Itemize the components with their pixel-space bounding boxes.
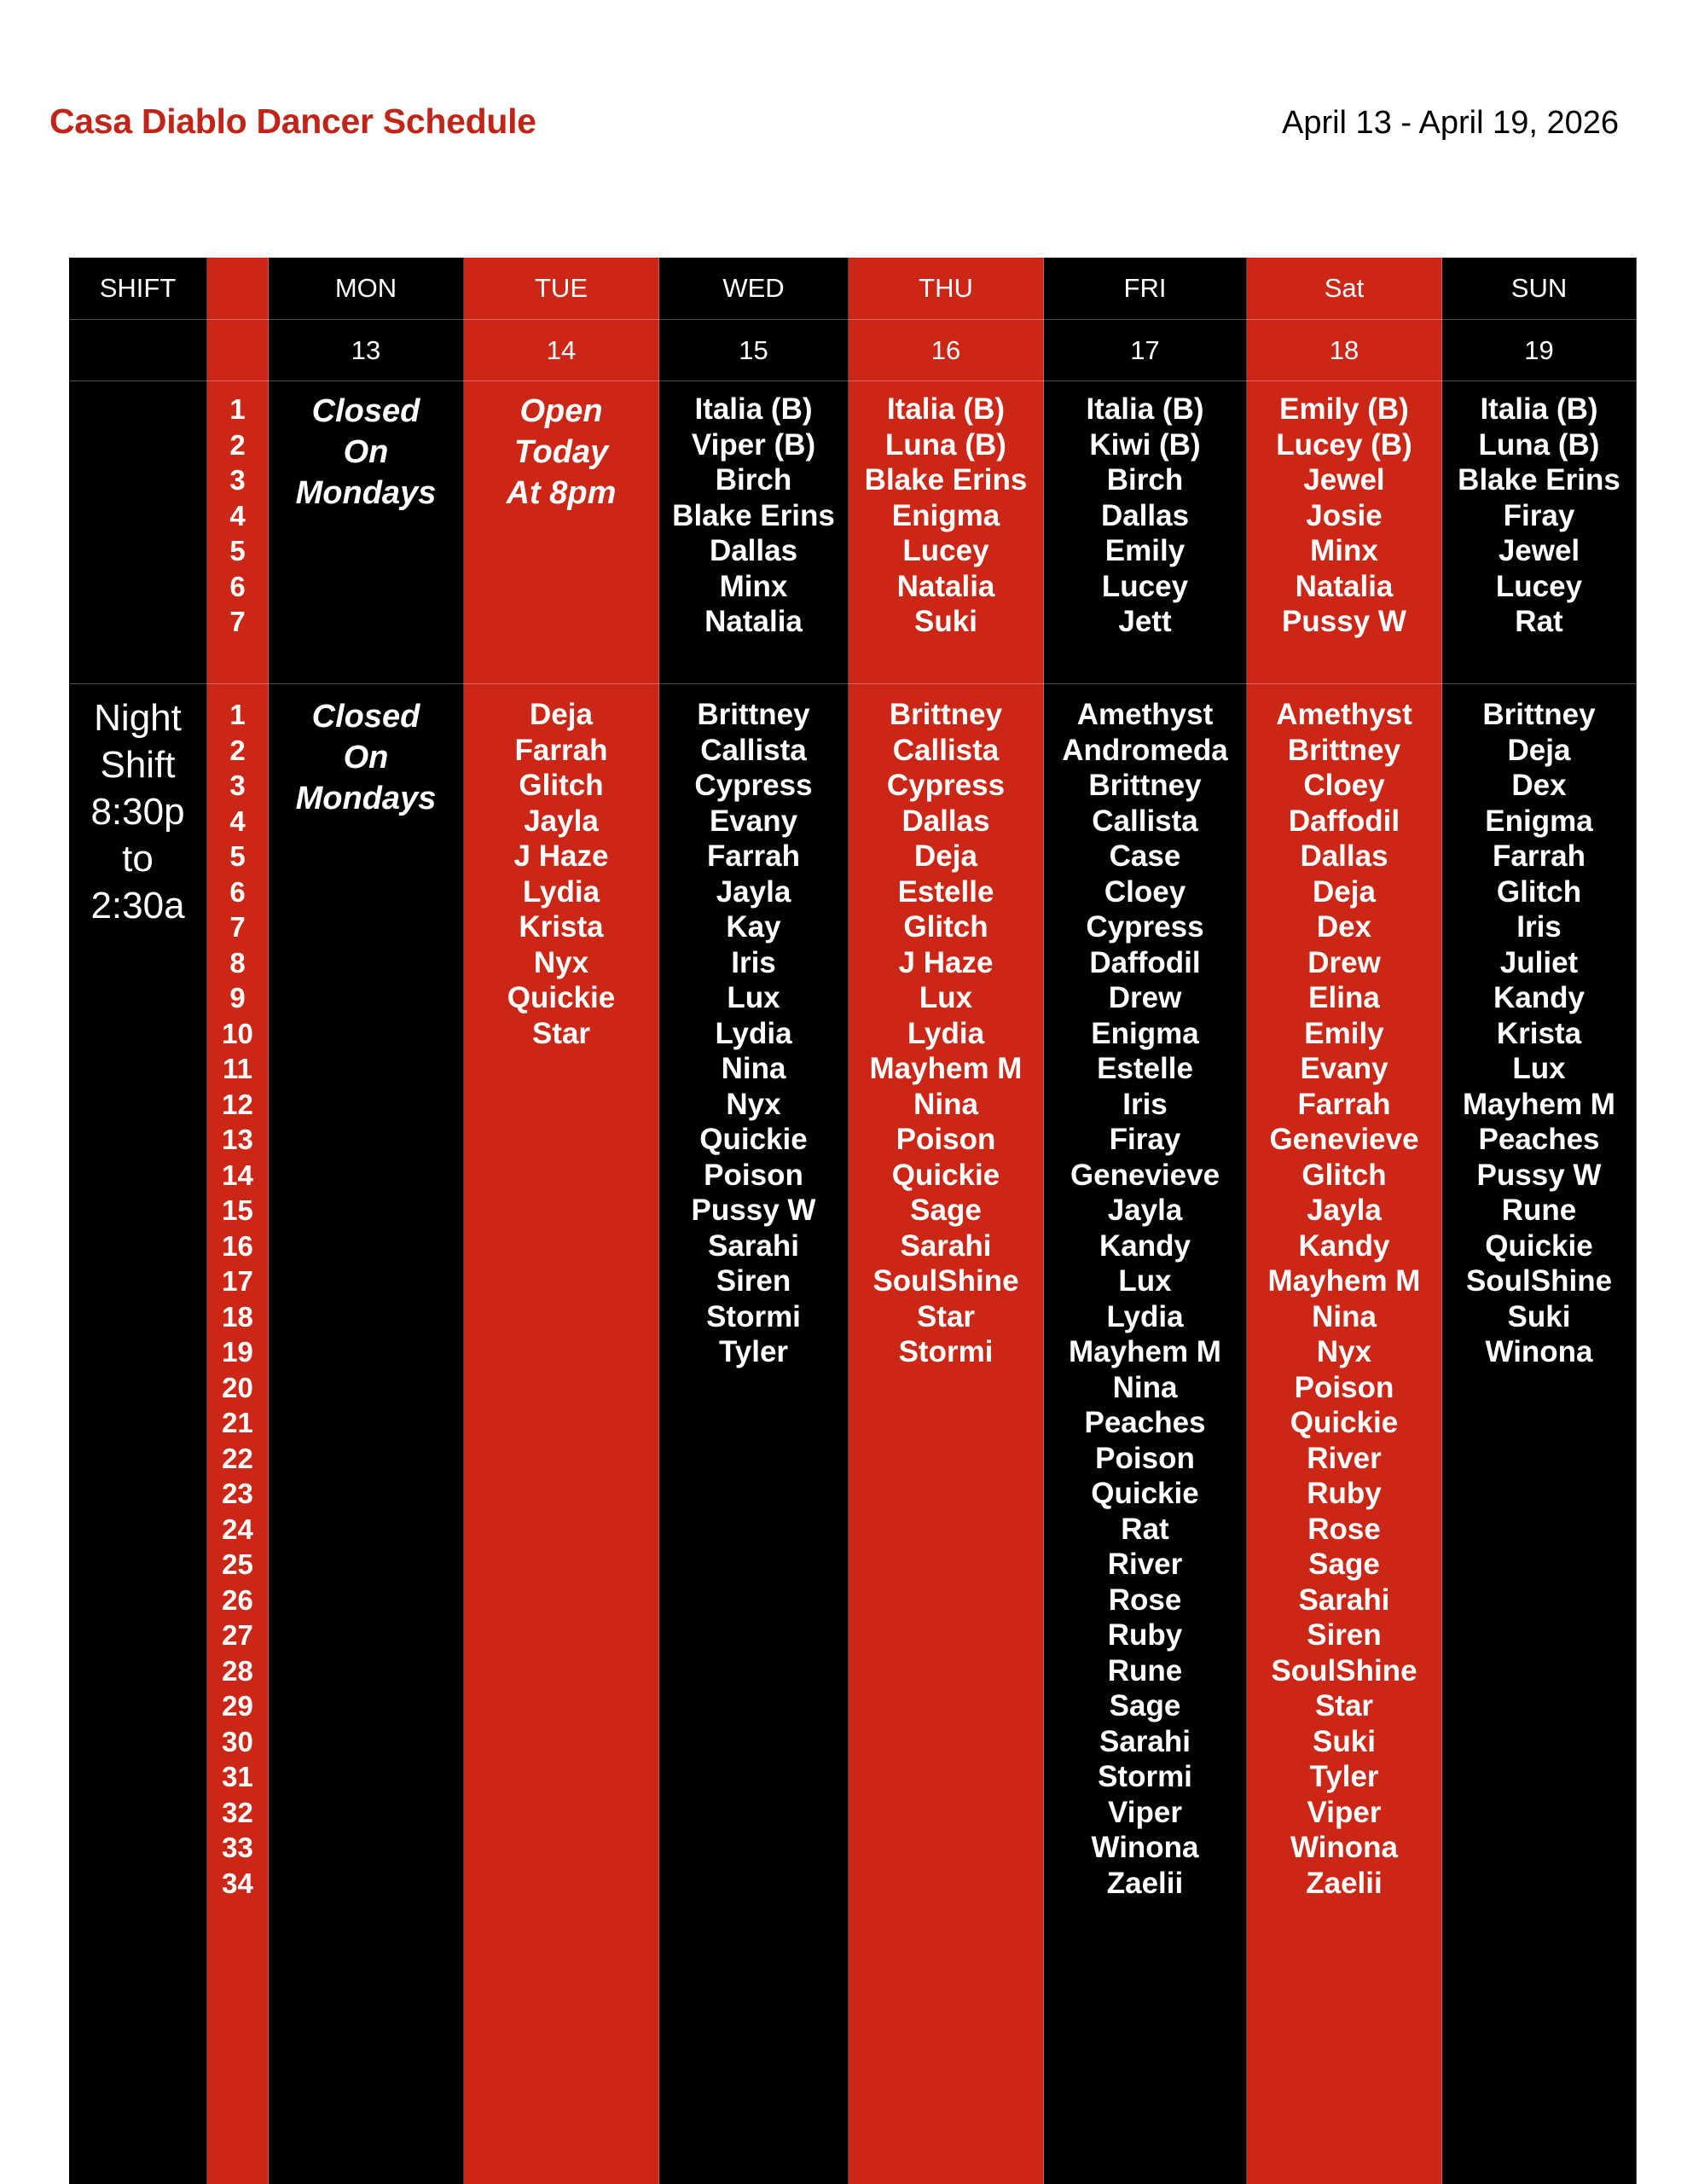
dancer-name: Zaelii bbox=[1306, 1866, 1383, 1900]
day-header: TUE bbox=[535, 273, 588, 303]
slot-number: 7 bbox=[229, 606, 246, 637]
dancer-name: Nina bbox=[1112, 1370, 1178, 1404]
dancer-name: Quickie bbox=[1091, 1477, 1199, 1510]
dancer-name: Mayhem M bbox=[1069, 1335, 1221, 1368]
dancer-name: Jewel bbox=[1498, 534, 1580, 567]
dancer-name: Mayhem M bbox=[1267, 1264, 1421, 1298]
dancer-name: Lux bbox=[919, 981, 973, 1014]
slot-number: 6 bbox=[229, 570, 246, 602]
slot-number: 3 bbox=[229, 464, 246, 496]
dancer-name: Lucey bbox=[1101, 569, 1189, 603]
dancer-name: Case bbox=[1109, 839, 1181, 873]
slot-number: 30 bbox=[222, 1725, 253, 1757]
dancer-name: Callista bbox=[1092, 804, 1198, 838]
dancer-name: Lucey bbox=[1495, 569, 1583, 603]
dancer-name: Juliet bbox=[1499, 945, 1579, 979]
dancer-name: Tyler bbox=[1309, 1760, 1379, 1793]
dancer-name: Quickie bbox=[891, 1158, 1000, 1192]
dancer-name: Winona bbox=[1485, 1335, 1593, 1368]
dancer-name: Lydia bbox=[522, 874, 600, 909]
dancer-name: Luna (B) bbox=[885, 427, 1006, 462]
dancer-name: Sarahi bbox=[1298, 1583, 1390, 1617]
dancer-name: Lydia bbox=[907, 1016, 985, 1050]
slot-number: 11 bbox=[223, 1053, 252, 1084]
dancer-name: Nina bbox=[721, 1052, 786, 1085]
day-date: 18 bbox=[1329, 334, 1359, 365]
slot-number: 26 bbox=[222, 1583, 253, 1616]
day-header: THU bbox=[919, 273, 973, 303]
header-divider bbox=[69, 319, 1637, 320]
day-date: 17 bbox=[1130, 334, 1160, 365]
dancer-name: Brittney bbox=[1088, 769, 1202, 802]
slot-number: 21 bbox=[222, 1407, 253, 1438]
dancer-name: Stormi bbox=[1098, 1760, 1192, 1793]
dancer-name: Italia (B) bbox=[1480, 392, 1598, 426]
dancer-name: Kiwi (B) bbox=[1089, 427, 1201, 462]
dancer-name: Jayla bbox=[524, 804, 599, 838]
dancer-name: SoulShine bbox=[872, 1264, 1019, 1298]
dancer-name: Luna (B) bbox=[1478, 427, 1600, 462]
shift-divider bbox=[69, 683, 1637, 684]
day-header: MON bbox=[334, 273, 397, 303]
dancer-name: Sage bbox=[910, 1194, 982, 1227]
dancer-name: River bbox=[1107, 1548, 1183, 1581]
dancer-name: Genevieve bbox=[1070, 1158, 1220, 1192]
dancer-name: Blake Erins bbox=[864, 463, 1028, 497]
dancer-name: Sarahi bbox=[1099, 1724, 1191, 1758]
slot-number: 16 bbox=[222, 1229, 253, 1262]
dancer-name: Callista bbox=[700, 733, 807, 767]
dancer-name: SoulShine bbox=[1465, 1264, 1613, 1298]
dancer-name: Jayla bbox=[1307, 1194, 1382, 1227]
slot-number: 6 bbox=[229, 875, 246, 908]
dancer-name: Italia (B) bbox=[694, 392, 813, 426]
dancer-name: River bbox=[1307, 1441, 1382, 1475]
day-column-thu bbox=[849, 258, 1044, 2184]
dancer-name: Firay bbox=[1109, 1123, 1181, 1156]
dancer-name: Dallas bbox=[1100, 498, 1190, 532]
dancer-name: Birch bbox=[715, 463, 792, 497]
dancer-name: Emily (B) bbox=[1279, 392, 1409, 426]
dancer-name: Mayhem M bbox=[1463, 1087, 1615, 1121]
dancer-name: Lucey bbox=[902, 534, 989, 567]
dancer-name: Quickie bbox=[507, 981, 616, 1014]
dancer-name: Sarahi bbox=[708, 1228, 799, 1263]
dancer-name: Dallas bbox=[901, 804, 990, 838]
dancer-name: Zaelii bbox=[1106, 1866, 1184, 1900]
dancer-name: Lux bbox=[1512, 1052, 1566, 1085]
slot-number: 14 bbox=[222, 1159, 253, 1191]
dancer-name: Josie bbox=[1306, 498, 1383, 532]
dancer-name: Estelle bbox=[1097, 1052, 1193, 1085]
dancer-name: Andromeda bbox=[1062, 733, 1228, 767]
dancer-name: Jett bbox=[1118, 605, 1172, 638]
dancer-name: Sarahi bbox=[900, 1228, 992, 1263]
dancer-name: Brittney bbox=[1482, 698, 1596, 731]
dancer-name: Drew bbox=[1307, 945, 1381, 979]
dancer-name: Winona bbox=[1091, 1831, 1199, 1864]
dancer-name: Nyx bbox=[726, 1087, 781, 1121]
dancer-name: Jewel bbox=[1303, 463, 1385, 497]
shift-column bbox=[69, 258, 207, 2184]
day-date: 19 bbox=[1524, 334, 1554, 365]
night-shift-list bbox=[1044, 697, 1246, 1901]
night-shift-list bbox=[1247, 697, 1441, 1901]
day-column-sat bbox=[1247, 258, 1442, 2184]
day-shift-list bbox=[659, 392, 848, 640]
dancer-name: Viper bbox=[1108, 1795, 1182, 1829]
dancer-name: Brittney bbox=[1287, 733, 1401, 767]
dancer-name: Pussy W bbox=[1282, 605, 1406, 638]
night-shift-note bbox=[269, 696, 463, 819]
night-slot-numbers bbox=[207, 697, 268, 1901]
slot-number: 5 bbox=[229, 840, 246, 872]
dancer-name: Daffodil bbox=[1089, 945, 1201, 979]
dancer-name: Cypress bbox=[886, 769, 1006, 802]
dancer-name: Birch bbox=[1106, 463, 1184, 497]
day-date: 14 bbox=[546, 334, 577, 365]
dancer-name: Minx bbox=[719, 569, 788, 603]
dancer-name: Cloey bbox=[1104, 874, 1186, 909]
dancer-name: Estelle bbox=[897, 874, 994, 909]
dancer-name: Kandy bbox=[1298, 1228, 1390, 1263]
dancer-name: Iris bbox=[731, 945, 776, 979]
dancer-name: Glitch bbox=[1496, 874, 1582, 909]
night-shift-list bbox=[1442, 697, 1636, 1370]
slot-number: 8 bbox=[229, 946, 246, 979]
note-line: Closed bbox=[311, 699, 420, 735]
dancer-name: Winona bbox=[1290, 1831, 1399, 1864]
shift-label-line: Shift bbox=[100, 744, 176, 786]
note-line: Mondays bbox=[295, 781, 437, 816]
dancer-name: Poison bbox=[896, 1123, 996, 1156]
dancer-name: Enigma bbox=[1091, 1016, 1199, 1050]
dancer-name: Mayhem M bbox=[869, 1052, 1023, 1085]
dancer-name: Dex bbox=[1316, 910, 1372, 944]
day-header: SUN bbox=[1510, 273, 1568, 303]
dancer-name: Brittney bbox=[889, 698, 1003, 731]
dancer-name: Viper bbox=[1307, 1795, 1382, 1829]
day-header: FRI bbox=[1123, 273, 1167, 303]
shift-label-line: to bbox=[122, 838, 154, 880]
slot-number: 9 bbox=[229, 982, 246, 1014]
dancer-name: Kandy bbox=[1099, 1228, 1191, 1263]
dancer-name: Dallas bbox=[1300, 839, 1388, 873]
slot-number: 15 bbox=[222, 1194, 253, 1226]
dancer-name: Lux bbox=[1118, 1264, 1172, 1298]
dancer-name: Farrah bbox=[707, 839, 800, 873]
slot-number: 3 bbox=[229, 770, 246, 801]
slot-number: 24 bbox=[222, 1513, 253, 1545]
slot-number: 27 bbox=[222, 1619, 253, 1651]
dancer-name: Poison bbox=[704, 1158, 803, 1192]
dancer-name: Glitch bbox=[1301, 1158, 1387, 1192]
dancer-name: Iris bbox=[1516, 910, 1562, 944]
dancer-name: Evany bbox=[709, 804, 798, 838]
dancer-name: Daffodil bbox=[1288, 804, 1400, 838]
dancer-name: Rat bbox=[1515, 605, 1563, 638]
note-line: Closed bbox=[311, 393, 420, 429]
dancer-name: Dallas bbox=[709, 534, 798, 567]
slot-number: 4 bbox=[229, 499, 246, 531]
dancer-name: Pussy W bbox=[691, 1194, 816, 1227]
slot-number: 12 bbox=[222, 1088, 253, 1120]
dancer-name: Peaches bbox=[1084, 1406, 1206, 1439]
dancer-name: J Haze bbox=[513, 839, 609, 873]
slot-number: 33 bbox=[222, 1832, 253, 1863]
day-column-fri bbox=[1044, 258, 1247, 2184]
dancer-name: Rune bbox=[1107, 1653, 1183, 1687]
slot-number: 22 bbox=[222, 1442, 253, 1474]
dancer-name: Deja bbox=[1507, 733, 1571, 767]
day-column-mon bbox=[269, 258, 464, 2184]
night-shift-list bbox=[464, 697, 658, 1051]
slot-number: 17 bbox=[222, 1265, 253, 1297]
dancer-name: Natalia bbox=[704, 605, 803, 638]
dancer-name: Italia (B) bbox=[886, 392, 1006, 426]
dancer-name: Rose bbox=[1108, 1583, 1182, 1617]
dancer-name: Natalia bbox=[896, 569, 995, 603]
dancer-name: Kandy bbox=[1493, 981, 1585, 1014]
dancer-name: Nyx bbox=[533, 945, 589, 979]
dancer-name: Stormi bbox=[706, 1299, 801, 1333]
slot-number: 34 bbox=[222, 1867, 253, 1899]
dancer-name: Minx bbox=[1310, 534, 1378, 567]
dancer-name: Blake Erins bbox=[1458, 463, 1620, 497]
dancer-name: Pussy W bbox=[1476, 1158, 1602, 1192]
dancer-name: Cloey bbox=[1303, 769, 1385, 802]
dancer-name: Ruby bbox=[1107, 1618, 1183, 1652]
day-shift-note bbox=[269, 391, 463, 514]
slot-number: 1 bbox=[229, 699, 246, 730]
dancer-name: Suki bbox=[914, 605, 977, 638]
slot-number: 4 bbox=[229, 804, 246, 837]
slot-number: 7 bbox=[229, 911, 246, 943]
dancer-name: Jayla bbox=[716, 874, 791, 909]
slot-number: 31 bbox=[222, 1761, 253, 1792]
slot-number: 29 bbox=[222, 1690, 253, 1722]
dancer-name: Stormi bbox=[898, 1335, 994, 1368]
slot-number: 2 bbox=[229, 734, 246, 766]
slot-number: 23 bbox=[222, 1478, 253, 1509]
dancer-name: Deja bbox=[914, 839, 977, 873]
day-slot-numbers bbox=[207, 392, 268, 640]
dancer-name: Ruby bbox=[1307, 1477, 1382, 1510]
dancer-name: Genevieve bbox=[1269, 1123, 1419, 1156]
dancer-name: Jayla bbox=[1107, 1194, 1183, 1227]
day-date: 15 bbox=[739, 334, 768, 365]
day-shift-list bbox=[1044, 392, 1246, 640]
day-column-sun bbox=[1442, 258, 1637, 2184]
shift-label-line: 2:30a bbox=[90, 885, 185, 926]
dancer-name: Amethyst bbox=[1276, 698, 1412, 731]
day-shift-note bbox=[464, 391, 658, 514]
note-line: Mondays bbox=[295, 475, 437, 511]
dancer-name: Glitch bbox=[519, 769, 604, 802]
dancer-name: Evany bbox=[1300, 1052, 1388, 1085]
dancer-name: Callista bbox=[892, 733, 1000, 767]
dancer-name: Rose bbox=[1307, 1512, 1381, 1546]
night-shift-list bbox=[849, 697, 1043, 1370]
dancer-name: Nina bbox=[913, 1087, 978, 1121]
dancer-name: Enigma bbox=[1485, 804, 1593, 838]
dancer-name: Emily bbox=[1104, 534, 1186, 567]
dancer-name: Drew bbox=[1108, 981, 1182, 1014]
dancer-name: Lydia bbox=[1106, 1299, 1184, 1333]
dancer-name: Cypress bbox=[694, 769, 813, 802]
date-range: April 13 - April 19, 2026 bbox=[1281, 105, 1619, 141]
dancer-name: Firay bbox=[1503, 498, 1575, 532]
dancer-name: Siren bbox=[716, 1264, 791, 1298]
slot-number: 32 bbox=[222, 1796, 253, 1828]
dancer-name: Quickie bbox=[1290, 1406, 1399, 1439]
dancer-name: Enigma bbox=[891, 498, 1000, 532]
day-date: 13 bbox=[351, 334, 381, 365]
dancer-name: Iris bbox=[1122, 1087, 1168, 1121]
day-shift-list bbox=[1442, 392, 1636, 640]
shift-label-line: Night bbox=[94, 697, 182, 739]
dancer-name: Suki bbox=[1507, 1299, 1571, 1333]
dancer-name: Natalia bbox=[1295, 569, 1394, 603]
slot-number-header bbox=[207, 258, 268, 319]
dancer-name: Lydia bbox=[715, 1016, 792, 1050]
day-date: 16 bbox=[930, 334, 961, 365]
note-line: Open bbox=[519, 393, 603, 429]
dancer-name: Blake Erins bbox=[672, 498, 835, 532]
day-column-tue bbox=[464, 258, 659, 2184]
dancer-name: Deja bbox=[1313, 874, 1376, 909]
shift-header: SHIFT bbox=[99, 273, 177, 303]
dancer-name: Nyx bbox=[1316, 1335, 1372, 1368]
dancer-name: Cypress bbox=[1086, 910, 1204, 944]
dancer-name: Farrah bbox=[1297, 1087, 1391, 1121]
dancer-name: Tyler bbox=[718, 1335, 789, 1368]
dancer-name: Quickie bbox=[1485, 1228, 1593, 1263]
note-line: At 8pm bbox=[506, 475, 617, 511]
dancer-name: Emily bbox=[1304, 1016, 1384, 1050]
note-line: On bbox=[343, 740, 389, 775]
day-header: WED bbox=[722, 273, 785, 303]
day-header: Sat bbox=[1324, 273, 1365, 303]
dancer-name: Viper (B) bbox=[691, 427, 816, 462]
slot-number: 20 bbox=[222, 1371, 253, 1403]
dancer-name: Lucey (B) bbox=[1276, 427, 1412, 462]
slot-number: 13 bbox=[222, 1124, 253, 1155]
dancer-name: Krista bbox=[1496, 1016, 1582, 1050]
dancer-name: Sage bbox=[1109, 1689, 1181, 1722]
dancer-name: Rat bbox=[1121, 1512, 1169, 1546]
date-divider bbox=[69, 380, 1637, 381]
dancer-name: Lux bbox=[727, 981, 780, 1014]
shift-label-line: 8:30p bbox=[90, 791, 185, 833]
dancer-name: Krista bbox=[519, 910, 604, 944]
dancer-name: Brittney bbox=[697, 698, 810, 731]
dancer-name: Deja bbox=[530, 698, 593, 731]
dancer-name: Dex bbox=[1511, 769, 1567, 802]
dancer-name: Star bbox=[916, 1299, 976, 1333]
dancer-name: Poison bbox=[1095, 1441, 1195, 1475]
dancer-name: Suki bbox=[1313, 1724, 1376, 1758]
slot-number: 25 bbox=[222, 1548, 253, 1580]
dancer-name: Siren bbox=[1307, 1618, 1382, 1652]
dancer-name: Poison bbox=[1294, 1370, 1394, 1404]
dancer-name: Star bbox=[531, 1016, 591, 1050]
slot-number-column bbox=[207, 258, 269, 2184]
note-line: On bbox=[343, 434, 389, 470]
dancer-name: Rune bbox=[1501, 1194, 1577, 1227]
dancer-name: Kay bbox=[726, 910, 781, 944]
dancer-name: Glitch bbox=[903, 910, 988, 944]
dancer-name: Elina bbox=[1308, 981, 1380, 1014]
dancer-name: Sage bbox=[1308, 1548, 1380, 1581]
day-shift-list bbox=[1247, 392, 1441, 640]
dancer-name: Peaches bbox=[1478, 1123, 1600, 1156]
slot-number: 10 bbox=[222, 1017, 253, 1049]
slot-number: 1 bbox=[229, 393, 246, 425]
night-shift-list bbox=[659, 697, 848, 1370]
dancer-name: Italia (B) bbox=[1086, 392, 1204, 426]
slot-number: 2 bbox=[229, 428, 246, 461]
day-shift-list bbox=[849, 392, 1043, 640]
dancer-name: Quickie bbox=[699, 1123, 808, 1156]
dancer-name: Amethyst bbox=[1076, 698, 1214, 731]
slot-number: 5 bbox=[229, 535, 246, 566]
night-shift-label bbox=[69, 694, 206, 929]
note-line: Today bbox=[513, 434, 609, 470]
slot-number: 28 bbox=[222, 1654, 253, 1687]
slot-number: 19 bbox=[222, 1336, 253, 1368]
dancer-name: Star bbox=[1314, 1689, 1374, 1722]
slot-number: 18 bbox=[222, 1300, 253, 1333]
schedule-table bbox=[69, 258, 1637, 2184]
dancer-name: Nina bbox=[1312, 1299, 1377, 1333]
dancer-name: Farrah bbox=[514, 733, 608, 767]
dancer-name: SoulShine bbox=[1271, 1653, 1417, 1687]
dancer-name: Farrah bbox=[1493, 839, 1586, 873]
day-column-wed bbox=[659, 258, 849, 2184]
dancer-name: J Haze bbox=[898, 945, 994, 979]
schedule-title: Casa Diablo Dancer Schedule bbox=[49, 102, 536, 141]
